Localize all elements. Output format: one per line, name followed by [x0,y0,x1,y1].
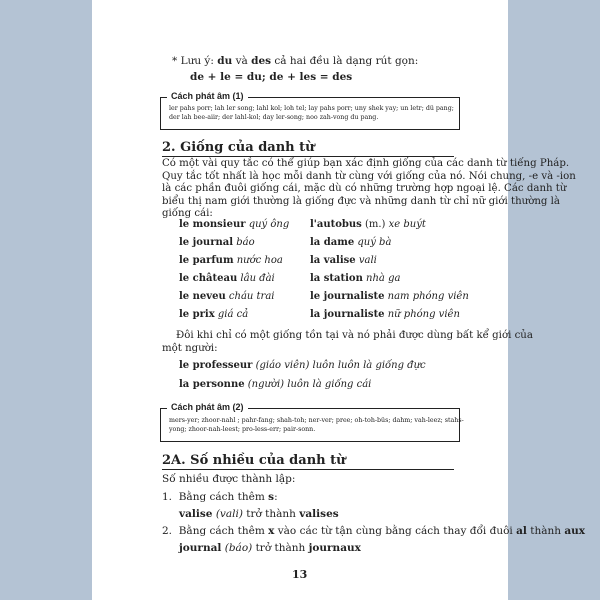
para-line: giống cái: [162,208,213,220]
vocab-right: l'autobus (m.) xe buýt [310,219,426,230]
vocab-right: la dame quý bà [310,237,392,248]
box-2-title: Cách phát âm (2) [167,402,248,412]
rule-2: 2. Bằng cách thêm x vào các từ tận cùng bằng cách thay đổi đuôi al thành aux [162,525,586,537]
note-suffix: cả hai đều là dạng rút gọn: [271,55,419,67]
para-line: Đôi khi chỉ có một giống tồn tại và nó phải được dùng bất kể giới của [176,330,533,341]
para-line: Có một vài quy tắc có thể giúp bạn xác định giống của các danh từ tiếng Pháp. [162,158,570,169]
vocab-right: la station nhà ga [310,273,401,284]
vocab-left: le monsieur quý ông [179,219,290,230]
book-page [92,0,586,600]
note-formula: de + le = du; de + les = des [190,71,353,83]
note-line [172,55,418,67]
rule-2-example: journal (báo) trở thành journaux [179,542,361,554]
vocab-right: la journaliste nữ phóng viên [310,309,460,320]
para-line: là các phần đuôi giống cái, mặc dù có những trường hợp ngoại lệ. Các danh từ [162,183,567,195]
section-2a-rule [162,469,454,470]
rule-1-example: valise (vali) trở thành valises [179,508,339,520]
box-1-title: Cách phát âm (1) [167,91,248,101]
vocab-right: la valise vali [310,255,377,266]
para-line: biểu thị nam giới thường là giống đực và những danh từ chỉ nữ giới thường là [162,195,560,207]
vocab-left: le prix giá cả [179,309,249,320]
section-2-paragraph-2 [162,330,533,355]
vocab-left: le château lâu đài [179,273,275,284]
pronunciation-box-1 [160,91,460,130]
para-line: một người: [162,342,218,354]
example-personne: la personne (người) luôn là giống cái [179,379,372,390]
section-2a-heading: 2A. Số nhiều của danh từ [162,453,346,468]
box-2-line-2: yong; zhoor-nah-leest; pro-less-err; pair-sonn. [169,426,316,433]
vocab-left: le parfum nước hoa [179,255,283,266]
para-line: Quy tắc tốt nhất là học mỗi danh từ cùng với giống của nó. Nói chung, -e và -ion [162,170,576,182]
section-2a-intro: Số nhiều được thành lập: [162,473,296,485]
note-word-des: des [251,55,272,67]
note-prefix: Lưu ý: [180,55,218,67]
rule-1: 1. Bằng cách thêm s: [162,491,278,503]
pronunciation-box-2 [160,402,464,442]
box-2-line-1: mers-yer; zhoor-nahl ; pahr-fang; shah-toh; ner-ver; pree; oh-toh-büs; dahm; vah-leez; stahs- [169,417,464,424]
note-word-du: du [217,55,233,67]
box-1-line-2: der lah bee-aiir; der lahl-kol; day ler-song; noo zah-vong du pang. [169,114,379,121]
section-2-rule [162,156,454,157]
section-2-paragraph [162,158,576,221]
section-2-heading: 2. Giống của danh từ [162,140,315,155]
page-number: 13 [292,568,308,581]
box-1-line-1: ler pahs porr; lah ler song; lahl kol; loh tel; lay pahs porr; uny shek yay; un letr; dü pang; [169,105,454,112]
note-bullet: * [172,55,178,67]
note-mid: và [232,55,252,67]
vocab-right: le journaliste nam phóng viên [310,291,469,302]
example-professeur: le professeur (giáo viên) luôn luôn là giống đực [179,360,426,371]
vocab-left: le journal báo [179,237,255,248]
vocab-left: le neveu cháu trai [179,291,275,302]
